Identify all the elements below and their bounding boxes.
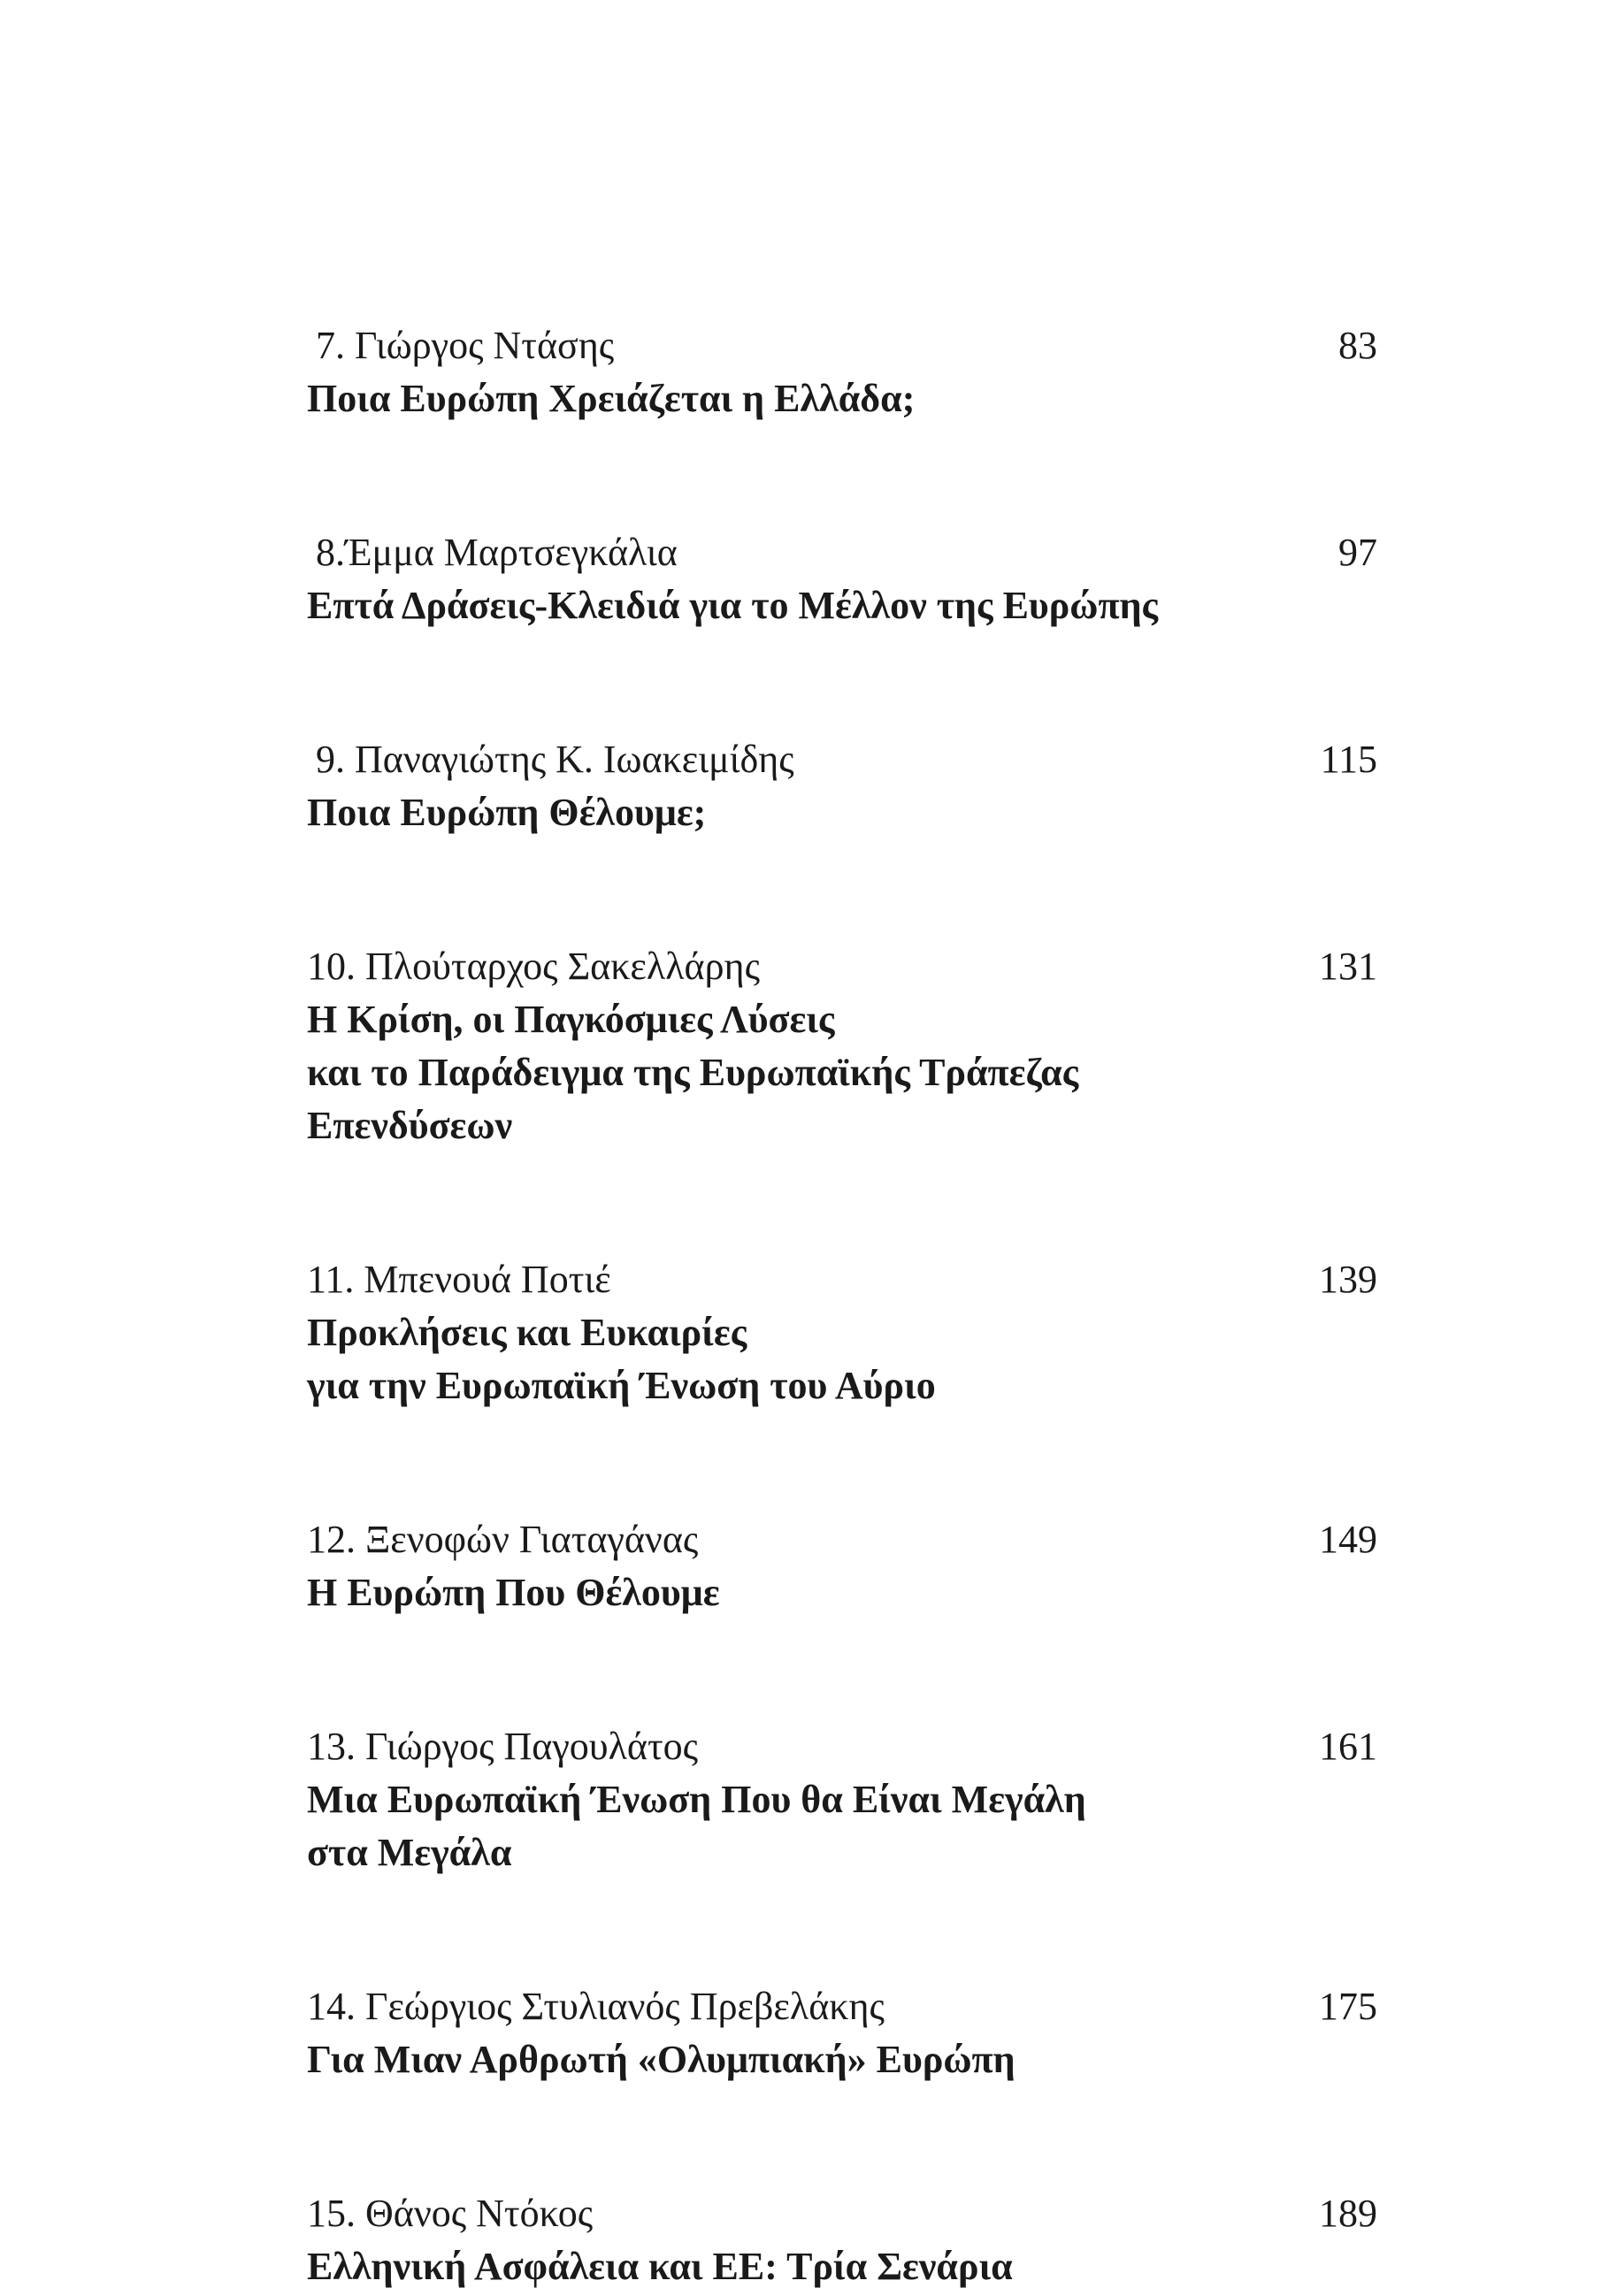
- toc-entry-page-number: 131: [1319, 945, 1377, 988]
- toc-entry-title: Ποια Ευρώπη Θέλουμε;: [307, 791, 707, 834]
- toc-entry-page-number: 139: [1319, 1258, 1377, 1301]
- toc-entry-14: [307, 1980, 1377, 2086]
- toc-entry-12: [307, 1513, 1377, 1619]
- toc-entry-title-line-2: για την Ευρωπαϊκή Ένωση του Αύριο: [307, 1364, 936, 1407]
- toc-entry-title-line-3: Επενδύσεων: [307, 1104, 513, 1147]
- toc-entry-title-line-2: στα Μεγάλα: [307, 1831, 512, 1874]
- toc-entry-author: 13. Γιώργος Παγουλάτος: [307, 1725, 699, 1768]
- toc-entry-author: 9. Παναγιώτης Κ. Ιωακειμίδης: [316, 738, 794, 781]
- toc-entry-title-line-1: Μια Ευρωπαϊκή Ένωση Που θα Είναι Μεγάλη: [307, 1778, 1086, 1821]
- toc-entry-author: 15. Θάνος Ντόκος: [307, 2192, 594, 2235]
- toc-entry-page-number: 97: [1338, 531, 1377, 574]
- toc-entry-10: [307, 940, 1377, 1152]
- toc-entry-title-line-2: και το Παράδειγμα της Ευρωπαϊκής Τράπεζας: [307, 1051, 1079, 1094]
- toc-entry-author: 8.Έμμα Μαρτσεγκάλια: [316, 531, 678, 574]
- toc-entry-page-number: 149: [1319, 1518, 1377, 1561]
- toc-entry-author: 11. Μπενουά Ποτιέ: [307, 1258, 611, 1301]
- toc-entry-13: [307, 1720, 1377, 1879]
- toc-entry-page-number: 83: [1338, 324, 1377, 367]
- toc-entry-page-number: 161: [1319, 1725, 1377, 1768]
- toc-entry-author: 7. Γιώργος Ντάσης: [316, 324, 615, 367]
- toc-entry-11: [307, 1253, 1377, 1412]
- toc-entry-15: [307, 2187, 1377, 2293]
- toc-entry-title: Ποια Ευρώπη Χρειάζεται η Ελλάδα;: [307, 377, 916, 420]
- toc-entry-title: Επτά Δράσεις-Κλειδιά για το Μέλλον της Ευρώπης: [307, 584, 1159, 627]
- toc-entry-page-number: 189: [1319, 2192, 1377, 2235]
- toc-entry-title-line-1: Προκλήσεις και Ευκαιρίες: [307, 1311, 747, 1354]
- toc-entry-title: Για Μιαν Αρθρωτή «Ολυμπιακή» Ευρώπη: [307, 2038, 1015, 2081]
- toc-entry-title-line-1: Η Κρίση, οι Παγκόσμιες Λύσεις: [307, 998, 835, 1041]
- toc-entry-page-number: 175: [1319, 1985, 1377, 2028]
- toc-entry-title: Ελληνική Ασφάλεια και ΕΕ: Τρία Σενάρια: [307, 2245, 1013, 2288]
- toc-entry-page-number: 115: [1320, 738, 1377, 781]
- toc-entry-7: [307, 319, 1377, 425]
- table-of-contents: [307, 319, 1377, 2293]
- toc-entry-9: [307, 733, 1377, 839]
- toc-entry-title: Η Ευρώπη Που Θέλουμε: [307, 1571, 720, 1614]
- toc-entry-author: 14. Γεώργιος Στυλιανός Πρεβελάκης: [307, 1985, 885, 2028]
- toc-entry-author: 12. Ξενοφών Γιαταγάνας: [307, 1518, 699, 1561]
- toc-entry-author: 10. Πλούταρχος Σακελλάρης: [307, 945, 760, 988]
- toc-entry-8: [307, 526, 1377, 632]
